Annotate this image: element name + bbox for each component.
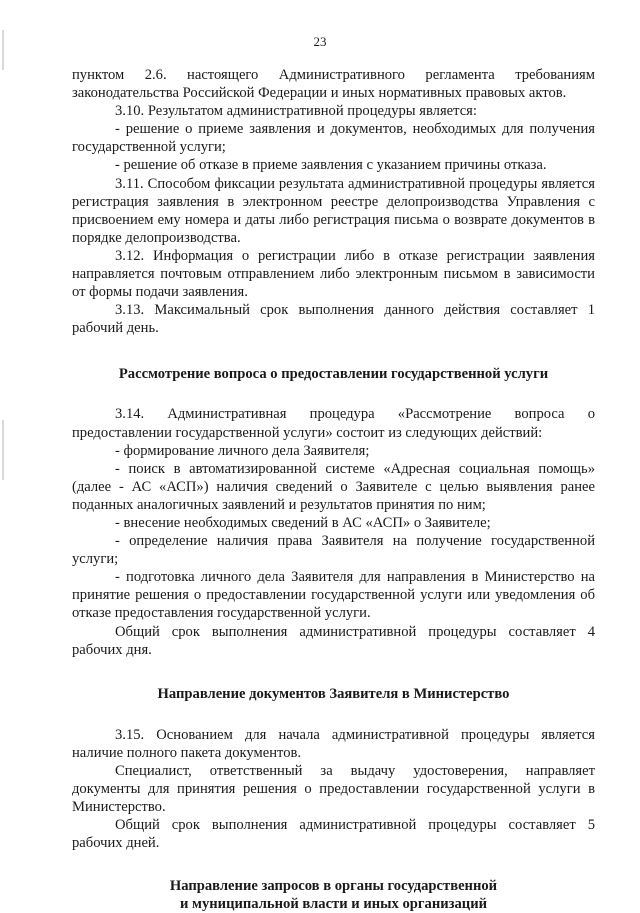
paragraph: Общий срок выполнения административной процедуры составляет 5 рабочих дней.: [72, 817, 595, 852]
paragraph: - определение наличия права Заявителя на получение государственной услуги;: [72, 533, 595, 568]
section-review: [72, 405, 595, 658]
paragraph: - подготовка личного дела Заявителя для направления в Министерство на принятие решения о предоставлении государственной услуги или уведомления об отказе предоставления государственной услуги.: [72, 569, 595, 622]
paragraph: - внесение необходимых сведений в АС «АСП» о Заявителе;: [115, 514, 491, 531]
document-body: [72, 66, 595, 913]
heading-line: Направление запросов в органы государственной: [169, 878, 498, 895]
paragraph: Специалист, ответственный за выдачу удостоверения, направляет документы для принятия решения о предоставлении государственной услуги в Министерство.: [72, 762, 595, 816]
scan-edge-mark: [2, 420, 4, 480]
paragraph: 3.13. Максимальный срок выполнения данного действия составляет 1 рабочий день.: [72, 302, 595, 337]
section-heading-requests: [72, 877, 595, 913]
paragraph: - решение об отказе в приеме заявления с указанием причины отказа.: [115, 157, 547, 174]
section-heading-send-documents: Направление документов Заявителя в Министерство: [157, 685, 510, 702]
paragraph: 3.15. Основанием для начала административной процедуры является наличие полного пакета документов.: [72, 726, 595, 761]
paragraph: 3.14. Административная процедура «Рассмотрение вопроса о предоставлении государственной услуги» состоит из следующих действий:: [72, 406, 595, 441]
paragraph: 3.12. Информация о регистрации либо в отказе регистрации заявления направляется почтовым отправлением либо электронным письмом в зависимости от формы подачи заявления.: [72, 247, 595, 301]
paragraph: - формирование личного дела Заявителя;: [115, 442, 370, 459]
paragraph: Общий срок выполнения административной процедуры составляет 4 рабочих дня.: [72, 623, 595, 658]
paragraph: 3.11. Способом фиксации результата административной процедуры является регистрация заявления в электронном реестре делопроизводства Управления с присвоением ему номера и даты либо регистрация письма о возврате документов в порядке делопроизводства.: [72, 175, 595, 246]
page-number: 23: [313, 34, 327, 49]
section-send-documents: [72, 726, 595, 853]
section-intro: [72, 66, 595, 337]
paragraph: - поиск в автоматизированной системе «Адресная социальная помощь» (далее - АС «АСП») наличия сведений о Заявителе с целью выявления ранее поданных аналогичных заявлений и результатов принятия по ним;: [72, 460, 595, 513]
paragraph: пунктом 2.6. настоящего Административного регламента требованиям законодательства Российской Федерации и иных нормативных правовых актов.: [72, 67, 595, 102]
section-heading-review: Рассмотрение вопроса о предоставлении государственной услуги: [118, 366, 549, 383]
paragraph: - решение о приеме заявления и документов, необходимых для получения государственной услуги;: [72, 121, 595, 156]
paragraph: 3.10. Результатом административной процедуры является:: [115, 103, 477, 120]
heading-line: и муниципальной власти и иных организаций: [179, 896, 488, 913]
